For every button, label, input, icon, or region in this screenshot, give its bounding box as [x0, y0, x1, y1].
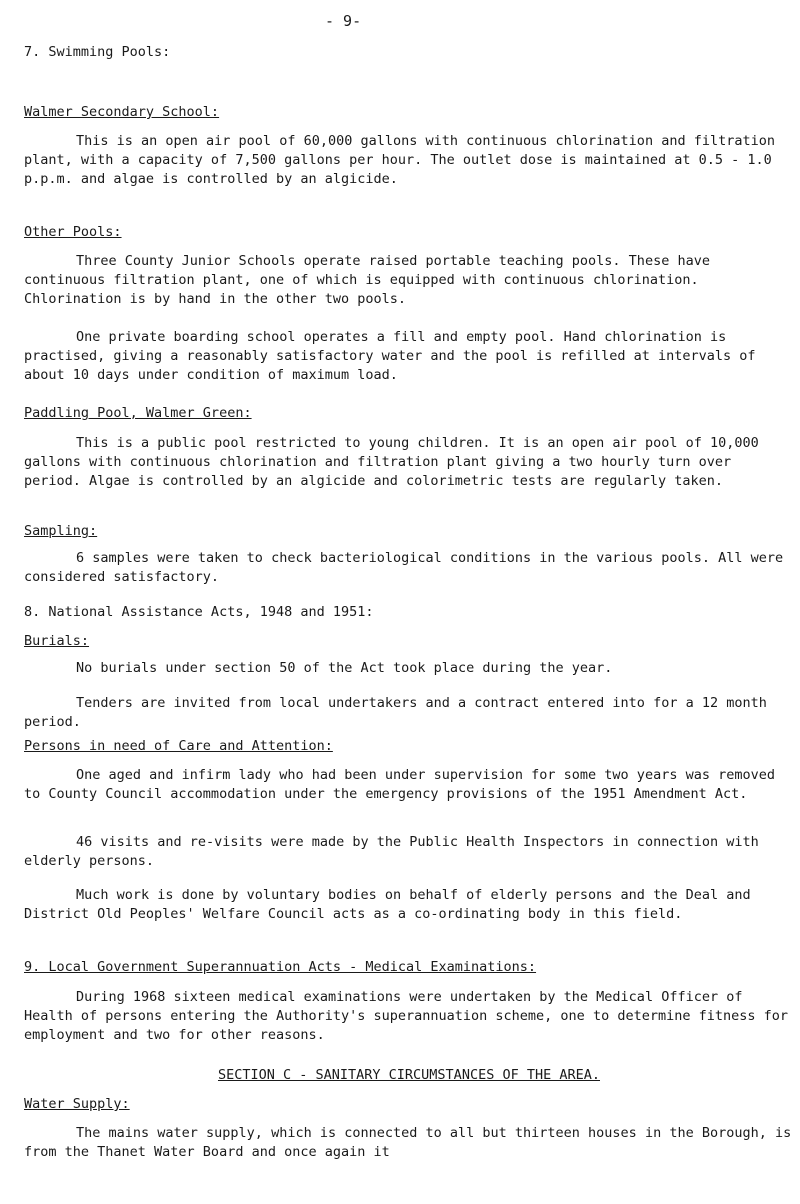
walmer-school-paragraph: This is an open air pool of 60,000 gallons with continuous chlorination and filtration plant, with a capacity of 7,500 gallons per hour. The outlet dose is maintained at 0.5 - 1.0 p.p.m. and algae is controlled by an algicide. — [24, 133, 775, 187]
section-c-heading: SECTION C - SANITARY CIRCUMSTANCES OF THE AREA. — [217, 1067, 600, 1083]
section-8-heading: 8. National Assistance Acts, 1948 and 1951: — [24, 604, 374, 620]
paddling-pool-heading: Paddling Pool, Walmer Green: — [24, 405, 252, 421]
paddling-pool-paragraph: This is a public pool restricted to young children. It is an open air pool of 10,000 gallons with continuous chlorination and filtration plant giving a two hourly turn over period. Algae is controlled by an algicide and colorimetric tests are regularly taken. — [24, 435, 759, 489]
section-9-heading: 9. Local Government Superannuation Acts - Medical Examinations: — [24, 959, 537, 975]
other-pools-paragraph-1: Three County Junior Schools operate raised portable teaching pools. These have continuous filtration plant, one of which is equipped with continuous chlorination. Chlorination is by hand in the other two pools. — [24, 253, 710, 307]
water-supply-heading: Water Supply: — [24, 1096, 130, 1112]
water-supply-paragraph: The mains water supply, which is connected to all but thirteen houses in the Borough, is from the Thanet Water Board and once again it — [24, 1125, 792, 1160]
persons-in-need-paragraph-2: 46 visits and re-visits were made by the Public Health Inspectors in connection with elderly persons. — [24, 834, 759, 869]
persons-in-need-heading: Persons in need of Care and Attention: — [24, 738, 333, 754]
burials-heading: Burials: — [24, 633, 90, 649]
sampling-paragraph: 6 samples were taken to check bacteriological conditions in the various pools. All were considered satisfactory. — [24, 550, 784, 585]
persons-in-need-paragraph-1: One aged and infirm lady who had been under supervision for some two years was removed to County Council accommodation under the emergency provisions of the 1951 Amendment Act. — [24, 767, 775, 802]
page-number: - 9- — [325, 12, 362, 30]
section-7-heading: 7. Swimming Pools: — [24, 44, 171, 60]
other-pools-paragraph-2: One private boarding school operates a fill and empty pool. Hand chlorination is practised, giving a reasonably satisfactory water and the pool is refilled at intervals of about 10 days under condition of maximum load. — [24, 329, 756, 383]
superannuation-paragraph: During 1968 sixteen medical examinations were undertaken by the Medical Officer of Health of persons entering the Authority's superannuation scheme, one to determine fitness for employment and two for other reasons. — [24, 989, 789, 1043]
burials-paragraph-1: No burials under section 50 of the Act took place during the year. — [76, 660, 613, 676]
burials-paragraph-2: Tenders are invited from local undertakers and a contract entered into for a 12 month period. — [24, 695, 767, 730]
walmer-school-heading: Walmer Secondary School: — [24, 104, 220, 120]
persons-in-need-paragraph-3: Much work is done by voluntary bodies on behalf of elderly persons and the Deal and District Old Peoples' Welfare Council acts as a co-ordinating body in this field. — [24, 887, 751, 922]
other-pools-heading: Other Pools: — [24, 224, 122, 240]
sampling-heading: Sampling: — [24, 523, 98, 539]
